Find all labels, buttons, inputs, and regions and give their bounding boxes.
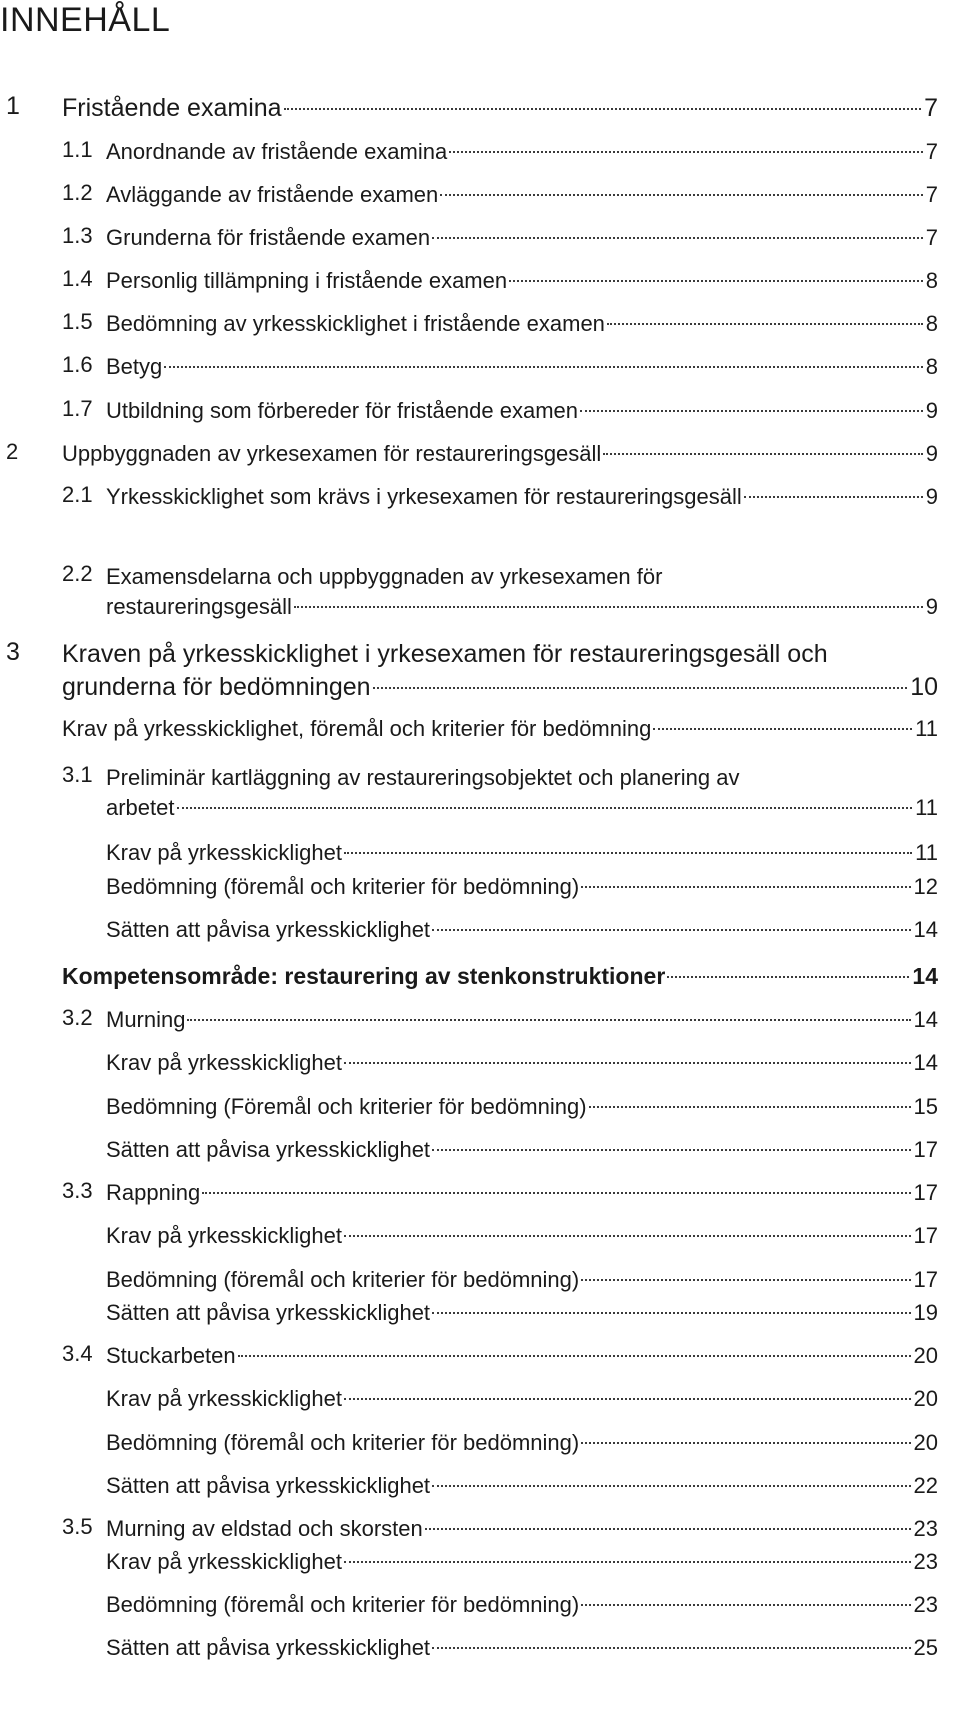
toc-entry-title: Murning av eldstad och skorsten bbox=[106, 1516, 423, 1541]
dot-leader bbox=[432, 237, 923, 239]
toc-entry-title: Grunderna för fristående examen bbox=[106, 225, 431, 250]
toc-entry-title: Personlig tillämpning i fristående examen bbox=[106, 268, 508, 293]
toc-entry-number: 3.4 bbox=[62, 1341, 93, 1366]
dot-leader bbox=[607, 323, 923, 325]
toc-entry-page: 7 bbox=[924, 94, 938, 122]
dot-leader bbox=[238, 1355, 911, 1357]
toc-entry-page: 17 bbox=[913, 1267, 938, 1292]
toc-entry-page: 9 bbox=[925, 594, 938, 619]
dot-leader bbox=[581, 886, 910, 888]
dot-leader bbox=[432, 929, 910, 931]
toc-entry-title: Krav på yrkesskicklighet bbox=[106, 1386, 342, 1411]
toc-entry-page: 8 bbox=[925, 268, 938, 293]
toc-entry-number: 1.3 bbox=[62, 223, 93, 248]
toc-entry-page: 17 bbox=[913, 1223, 938, 1248]
toc-entry-title: Kraven på yrkesskicklighet i yrkesexamen för restaureringsgesäll och bbox=[62, 640, 828, 668]
toc-entry-number: 2 bbox=[6, 439, 19, 464]
toc-entry-page: 19 bbox=[913, 1300, 938, 1325]
toc-entry-page: 8 bbox=[925, 311, 938, 336]
dot-leader bbox=[284, 108, 922, 110]
toc-entry-number: 1.4 bbox=[62, 266, 93, 291]
toc-entry-title: Krav på yrkesskicklighet bbox=[106, 1223, 342, 1248]
dot-leader bbox=[589, 1106, 911, 1108]
toc-entry-page: 7 bbox=[925, 182, 938, 207]
toc-entry-page: 10 bbox=[910, 673, 938, 701]
toc-entry-page: 15 bbox=[913, 1094, 938, 1119]
dot-leader bbox=[164, 366, 922, 368]
dot-leader bbox=[432, 1485, 910, 1487]
page-title: INNEHÅLL bbox=[0, 1, 171, 39]
toc-entry-title: Yrkesskicklighet som krävs i yrkesexamen för restaureringsgesäll bbox=[106, 484, 742, 509]
toc-entry-title: Krav på yrkesskicklighet bbox=[106, 1549, 342, 1574]
toc-entry-page: 22 bbox=[913, 1473, 938, 1498]
toc-entry-number: 1.1 bbox=[62, 137, 93, 162]
toc-entry-title: Uppbyggnaden av yrkesexamen för restaureringsgesäll bbox=[62, 441, 602, 466]
dot-leader bbox=[425, 1528, 911, 1530]
dot-leader bbox=[667, 976, 909, 978]
toc-entry-number: 3.5 bbox=[62, 1514, 93, 1539]
toc-entry-title: Sätten att påvisa yrkesskicklighet bbox=[106, 1635, 431, 1660]
dot-leader bbox=[581, 1442, 910, 1444]
toc-entry-title: Anordnande av fristående examina bbox=[106, 139, 448, 164]
toc-entry-page: 11 bbox=[915, 795, 938, 820]
toc-entry-page: 23 bbox=[913, 1549, 938, 1574]
toc-entry-title: grunderna för bedömningen bbox=[62, 673, 371, 701]
dot-leader bbox=[202, 1192, 910, 1194]
toc-entry-title: Preliminär kartläggning av restaureringsobjektet och planering av bbox=[106, 765, 740, 790]
toc-entry-title: Utbildning som förbereder för fristående examen bbox=[106, 398, 579, 423]
toc-entry-title: Murning bbox=[106, 1007, 186, 1032]
dot-leader bbox=[177, 807, 913, 809]
toc-entry-page: 8 bbox=[925, 354, 938, 379]
toc-entry-page: 9 bbox=[925, 398, 938, 423]
dot-leader bbox=[581, 1279, 910, 1281]
toc-entry-page: 14 bbox=[912, 963, 938, 989]
dot-leader bbox=[432, 1149, 910, 1151]
dot-leader bbox=[432, 1312, 910, 1314]
dot-leader bbox=[344, 1561, 911, 1563]
toc-entry-title: Bedömning av yrkesskicklighet i fristående examen bbox=[106, 311, 605, 336]
toc-entry-number: 3 bbox=[6, 638, 20, 666]
toc-entry-page: 20 bbox=[913, 1343, 938, 1368]
dot-leader bbox=[373, 687, 908, 689]
toc-entry-page: 23 bbox=[913, 1592, 938, 1617]
toc-entry-title: Stuckarbeten bbox=[106, 1343, 236, 1368]
toc-entry-number: 1.5 bbox=[62, 309, 93, 334]
toc-entry-title: Avläggande av fristående examen bbox=[106, 182, 439, 207]
toc-entry-title: restaureringsgesäll bbox=[106, 594, 292, 619]
toc-entry-page: 7 bbox=[925, 225, 938, 250]
toc-entry-number: 3.1 bbox=[62, 762, 93, 787]
dot-leader bbox=[440, 194, 922, 196]
toc-entry-title: Betyg bbox=[106, 354, 163, 379]
toc-entry-title: Bedömning (föremål och kriterier för bedömning) bbox=[106, 1592, 580, 1617]
toc-entry-page: 17 bbox=[913, 1137, 938, 1162]
toc-entry-page: 9 bbox=[925, 484, 938, 509]
toc-entry-number: 1.2 bbox=[62, 180, 93, 205]
toc-entry-page: 20 bbox=[913, 1430, 938, 1455]
toc-entry-number: 2.2 bbox=[62, 561, 93, 586]
dot-leader bbox=[344, 1235, 911, 1237]
toc-entry-title: Sätten att påvisa yrkesskicklighet bbox=[106, 917, 431, 942]
toc-entry-title: Kompetensområde: restaurering av stenkonstruktioner bbox=[62, 963, 666, 989]
toc-entry-number: 1.7 bbox=[62, 396, 93, 421]
dot-leader bbox=[653, 728, 912, 730]
toc-entry-number: 3.2 bbox=[62, 1005, 93, 1030]
dot-leader bbox=[432, 1647, 910, 1649]
toc-entry-title: Sätten att påvisa yrkesskicklighet bbox=[106, 1137, 431, 1162]
toc-entry-page: 7 bbox=[925, 139, 938, 164]
toc-entry-title: Examensdelarna och uppbyggnaden av yrkesexamen för bbox=[106, 564, 663, 589]
dot-leader bbox=[744, 496, 923, 498]
dot-leader bbox=[449, 151, 923, 153]
toc-entry-title: Krav på yrkesskicklighet bbox=[106, 1050, 342, 1075]
toc-entry-number: 2.1 bbox=[62, 482, 93, 507]
toc-entry-page: 11 bbox=[915, 716, 938, 741]
toc-entry-number: 3.3 bbox=[62, 1178, 93, 1203]
toc-entry-page: 17 bbox=[913, 1180, 938, 1205]
toc-entry-page: 11 bbox=[915, 840, 938, 865]
toc-entry-page: 14 bbox=[913, 1007, 938, 1032]
toc-entry-page: 25 bbox=[913, 1635, 938, 1660]
toc-entry-title: Sätten att påvisa yrkesskicklighet bbox=[106, 1300, 431, 1325]
toc-entry-page: 9 bbox=[925, 441, 938, 466]
toc-entry-title: Rappning bbox=[106, 1180, 201, 1205]
toc-entry-title: Fristående examina bbox=[62, 94, 282, 122]
dot-leader bbox=[344, 1062, 911, 1064]
toc-entry-title: Bedömning (Föremål och kriterier för bedömning) bbox=[106, 1094, 587, 1119]
toc-entry-page: 12 bbox=[913, 874, 938, 899]
dot-leader bbox=[603, 453, 922, 455]
dot-leader bbox=[344, 852, 912, 854]
toc-entry-title: Krav på yrkesskicklighet, föremål och kriterier för bedömning bbox=[62, 716, 652, 741]
toc-entry-title: Bedömning (föremål och kriterier för bedömning) bbox=[106, 1430, 580, 1455]
toc-entry-title: Sätten att påvisa yrkesskicklighet bbox=[106, 1473, 431, 1498]
toc-entry-title: Bedömning (föremål och kriterier för bedömning) bbox=[106, 874, 580, 899]
toc-entry-number: 1 bbox=[6, 92, 20, 120]
toc-entry-title: arbetet bbox=[106, 795, 175, 820]
toc-entry-number: 1.6 bbox=[62, 352, 93, 377]
dot-leader bbox=[580, 410, 923, 412]
toc-entry-page: 14 bbox=[913, 1050, 938, 1075]
dot-leader bbox=[509, 280, 923, 282]
toc-entry-page: 14 bbox=[913, 917, 938, 942]
toc-entry-page: 23 bbox=[913, 1516, 938, 1541]
toc-entry-page: 20 bbox=[913, 1386, 938, 1411]
toc-entry-title: Bedömning (föremål och kriterier för bedömning) bbox=[106, 1267, 580, 1292]
dot-leader bbox=[187, 1019, 910, 1021]
toc-entry-title: Krav på yrkesskicklighet bbox=[106, 840, 342, 865]
dot-leader bbox=[581, 1604, 910, 1606]
dot-leader bbox=[294, 606, 923, 608]
dot-leader bbox=[344, 1398, 911, 1400]
